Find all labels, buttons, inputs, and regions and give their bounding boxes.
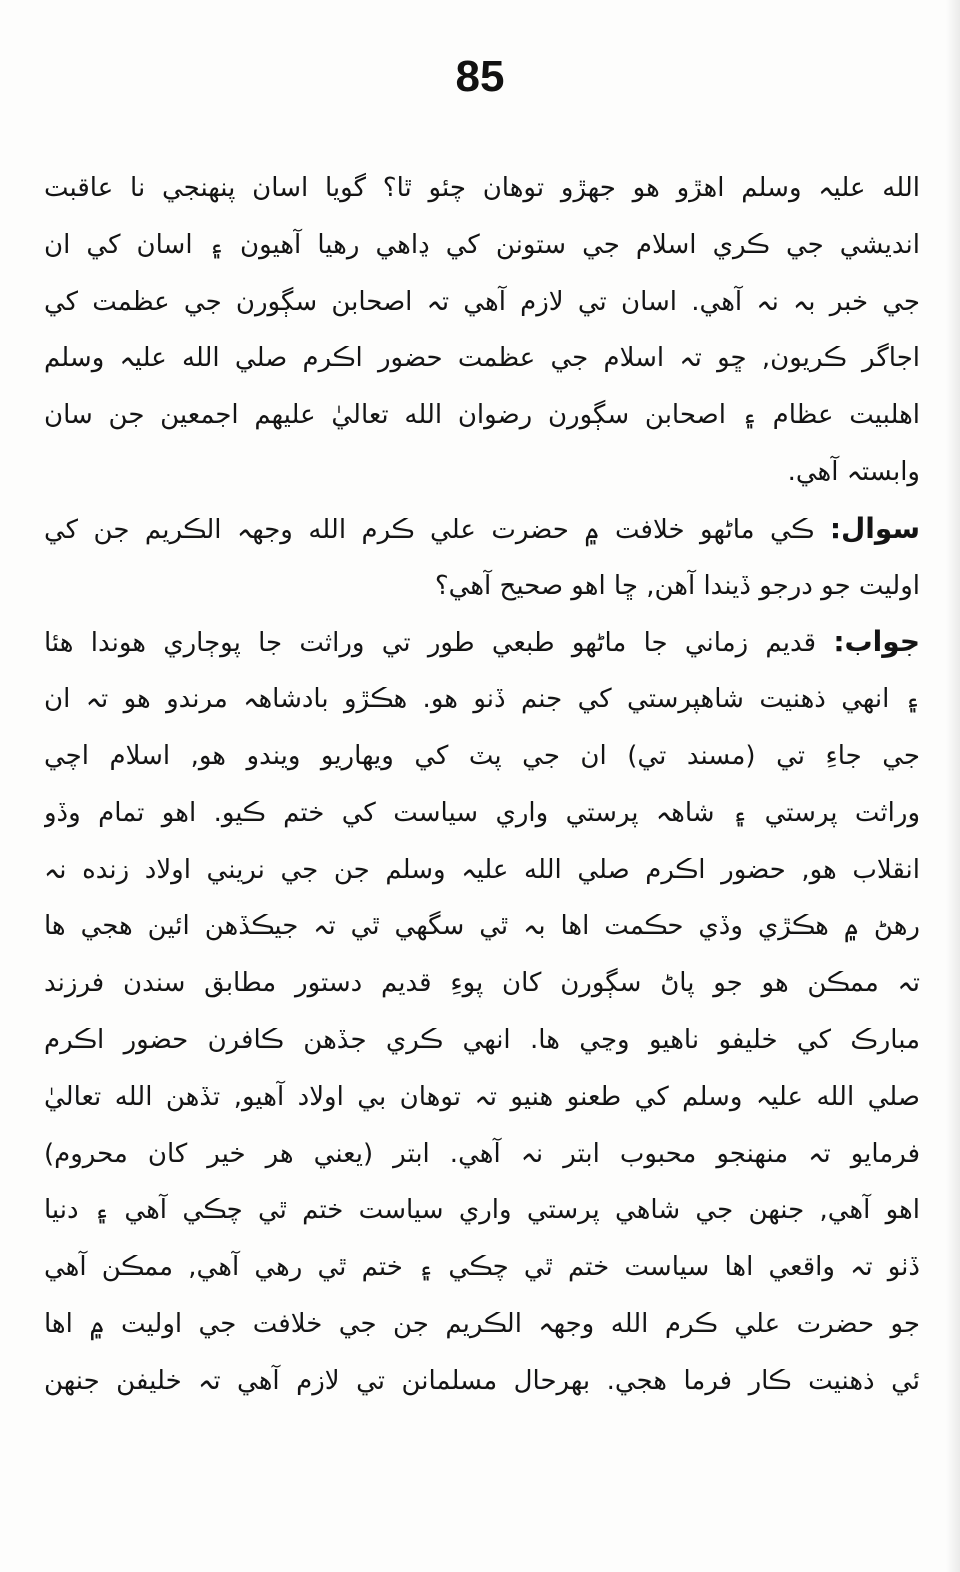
text-line: اهلبيت عظام ۽ اصحابن سڳورن رضوان الله تعاليٰ عليهم اجمعين جن سان xyxy=(44,400,920,431)
text-line: اجاگر ڪريون, ڇو تہ اسلام جي عظمت حضور اڪرم صلي الله عليہ وسلم xyxy=(44,343,920,374)
text-line: رهڻ ۾ هڪڙي وڏي حڪمت اها بہ ٿي سگهي ٿي تہ جيڪڏهن ائين هجي ها xyxy=(44,911,920,942)
question-line: سوال: ڪي ماڻهو خلافت ۾ حضرت علي ڪرم الله وجهہ الڪريم جن کي xyxy=(44,511,920,545)
page-body xyxy=(44,160,920,1410)
text-line: اوليت جو درجو ڏيندا آهن, ڇا اهو صحيح آهي؟ xyxy=(434,570,920,601)
text-line: صلي الله عليہ وسلم کي طعنو هنيو تہ توهان بي اولاد آهيو, تڏهن الله تعاليٰ xyxy=(44,1081,920,1112)
text-line: ڏٺو تہ واقعي اها سياست ختم ٿي چڪي ۽ ختم ٿي رهي آهي, ممڪن آهي xyxy=(44,1252,920,1283)
text-line: جو حضرت علي ڪرم الله وجهہ الڪريم جن جي خلافت جي اوليت ۾ اها xyxy=(44,1308,920,1339)
text-line: جي خبر بہ نہ آهي. اسان تي لازم آهي تہ اصحابن سڳورن جي عظمت کي xyxy=(44,286,920,317)
text-line: ئي ذهنيت ڪار فرما هجي. بهرحال مسلمانن تي لازم آهي تہ خليفن جنهن xyxy=(44,1365,920,1396)
answer-label: جواب: xyxy=(833,625,920,659)
text-line: جي جاءِ تي (مسند تي) ان جي پٽ کي ويهاريو ويندو هو, اسلام اچي xyxy=(44,740,920,771)
text-line: فرمايو تہ منهنجو محبوب ابتر نہ آهي. ابتر (يعني هر خير کان محروم) xyxy=(44,1138,920,1169)
text-line: وابستہ آهي. xyxy=(787,456,920,487)
text-line: الله عليہ وسلم اهڙو هو جهڙو توهان چئو ٿا؟ گويا اسان پنهنجي نا عاقبت xyxy=(44,173,920,203)
page-number: 85 xyxy=(455,52,505,101)
text-line: انقلاب هو, حضور اڪرم صلي الله عليہ وسلم جن جي نريني اولاد زنده نہ xyxy=(44,854,920,885)
text-line: تہ ممڪن هو جو پاڻ سڳورن کان پوءِ قديم دستور مطابق سندن فرزند xyxy=(44,968,920,999)
page-edge-shadow xyxy=(946,0,960,1572)
answer-line: جواب: قديم زماني جا ماڻهو طبعي طور تي وراثت جا پوڄاري هوندا هئا xyxy=(44,625,920,659)
question-label: سوال: xyxy=(829,511,920,545)
text-line: ۽ انهي ذهنيت شاهپرستي کي جنم ڏنو هو. هڪڙو بادشاهہ مرندو هو تہ ان xyxy=(44,684,920,715)
text-line: انديشي جي ڪري اسلام جي ستونن کي ڍاهي رهيا آهيون ۽ اسان کي ان xyxy=(44,229,920,260)
text-line: اهو آهي, جنهن جي شاهي پرستي واري سياست ختم ٿي چڪي آهي ۽ دنيا xyxy=(44,1195,920,1226)
text-line: مبارڪ کي خليفو ناهيو وڃي ها. انهي ڪري جڏهن ڪافرن حضور اڪرم xyxy=(44,1024,920,1055)
text-line: وراثت پرستي ۽ شاهہ پرستي واري سياست کي ختم ڪيو. اهو تمام وڏو xyxy=(44,797,920,828)
